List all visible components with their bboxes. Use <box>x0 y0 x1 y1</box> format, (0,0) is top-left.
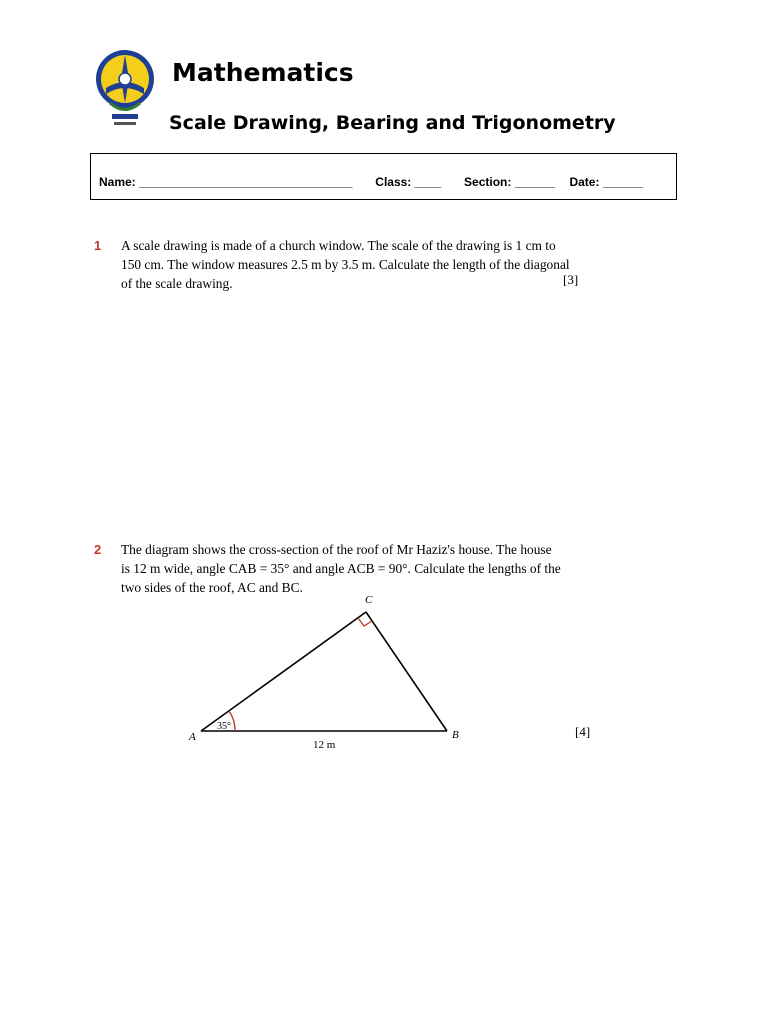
right-angle-marker <box>358 618 372 626</box>
base-length-label: 12 m <box>313 739 336 751</box>
vertex-label-a: A <box>189 731 196 743</box>
class-label: Class: <box>375 175 412 189</box>
question-line: 150 cm. The window measures 2.5 m by 3.5 m. Calculate the length of the diagonal <box>121 257 570 272</box>
question-line: The diagram shows the cross-section of the roof of Mr Haziz's house. The house <box>121 542 552 557</box>
school-crest-logo <box>94 48 156 130</box>
vertex-label-b: B <box>452 729 459 741</box>
side-cb <box>366 612 447 731</box>
page-subtitle: Scale Drawing, Bearing and Trigonometry <box>169 112 616 134</box>
question-line: is 12 m wide, angle CAB = 35° and angle ACB = 90°. Calculate the lengths of the <box>121 561 561 576</box>
question-1-marks: [3] <box>563 272 579 287</box>
date-field[interactable]: ______ <box>602 175 643 189</box>
vertex-label-c: C <box>365 594 373 606</box>
angle-label: 35° <box>217 721 231 732</box>
question-number: 1 <box>94 238 102 253</box>
question-line: two sides of the roof, AC and BC. <box>121 580 303 595</box>
side-ac <box>201 612 366 731</box>
question-line: A scale drawing is made of a church window. The scale of the drawing is 1 cm to <box>121 238 556 253</box>
page-title: Mathematics <box>172 58 354 87</box>
section-field[interactable]: ______ <box>514 175 555 189</box>
name-label: Name: <box>99 175 136 189</box>
question-line: of the scale drawing. <box>121 276 233 291</box>
roof-cross-section-diagram <box>170 580 610 765</box>
question-number: 2 <box>94 542 102 557</box>
question-text <box>121 236 570 293</box>
student-info-box <box>90 153 677 200</box>
question-2-marks: [4] <box>575 724 591 739</box>
student-info-line <box>99 175 643 189</box>
name-field[interactable]: ________________________________ <box>139 175 353 189</box>
date-label: Date: <box>569 175 600 189</box>
class-field[interactable]: ____ <box>414 175 442 189</box>
section-label: Section: <box>464 175 512 189</box>
